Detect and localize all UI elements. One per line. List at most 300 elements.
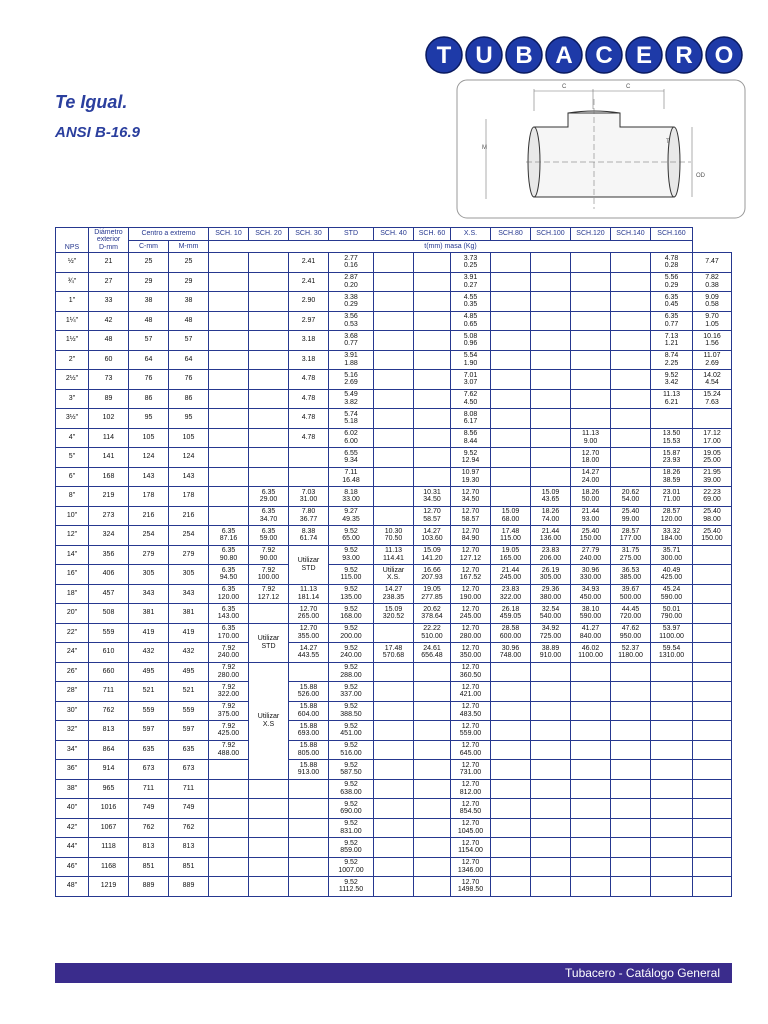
value-cell [611, 760, 651, 780]
value-cell [289, 779, 329, 799]
value-cell: 7.92 280.00 [209, 662, 249, 682]
logo-letter: T [436, 42, 452, 69]
value-cell [693, 565, 732, 585]
value-cell: 12.70 559.00 [451, 721, 491, 741]
value-cell [651, 740, 693, 760]
cell-od: 356 [89, 545, 129, 565]
value-cell: 41.27 840.00 [571, 623, 611, 643]
value-cell: 15.88 604.00 [289, 701, 329, 721]
value-cell [531, 701, 571, 721]
table-row [56, 818, 732, 838]
table-row [56, 701, 732, 721]
value-cell: 44.45 720.00 [611, 604, 651, 624]
dim-m: M [482, 145, 487, 151]
header-cmm: C-mm [129, 241, 169, 253]
value-cell [414, 350, 451, 370]
logo-letter: E [635, 42, 653, 69]
header-sch: X.S. [451, 228, 491, 241]
cell-cm: 279 [129, 545, 169, 565]
cell-mm: 432 [169, 643, 209, 663]
header-sch: SCH.120 [571, 228, 611, 241]
value-cell [374, 272, 414, 292]
value-cell [531, 721, 571, 741]
value-cell: 34.92 725.00 [531, 623, 571, 643]
value-cell: 12.70 360.50 [451, 662, 491, 682]
value-cell [249, 311, 289, 331]
value-cell: 12.70 1045.00 [451, 818, 491, 838]
table-row [56, 272, 732, 292]
value-cell: 4.78 [289, 389, 329, 409]
cell-np: 16" [56, 565, 89, 585]
value-cell [374, 253, 414, 273]
value-cell [611, 877, 651, 897]
value-cell: 52.37 1180.00 [611, 643, 651, 663]
cell-mm: 38 [169, 292, 209, 312]
value-cell [491, 272, 531, 292]
value-cell [531, 877, 571, 897]
value-cell: 12.70 265.00 [289, 604, 329, 624]
value-cell: 5.16 2.69 [329, 370, 374, 390]
value-cell [531, 799, 571, 819]
cell-np: 18" [56, 584, 89, 604]
logo-letter: C [595, 42, 613, 69]
value-cell: 9.52 3.42 [651, 370, 693, 390]
value-cell: 12.70 350.00 [451, 643, 491, 663]
value-cell: 7.92 322.00 [209, 682, 249, 702]
cell-cm: 86 [129, 389, 169, 409]
value-cell: 4.85 0.65 [451, 311, 491, 331]
dim-c-right: C [626, 84, 631, 90]
cell-cm: 64 [129, 350, 169, 370]
value-cell: 6.35 94.50 [209, 565, 249, 585]
value-cell [374, 701, 414, 721]
value-cell [491, 701, 531, 721]
value-cell: 21.44 93.00 [571, 506, 611, 526]
value-cell: 4.78 [289, 428, 329, 448]
value-cell [651, 662, 693, 682]
value-cell [414, 760, 451, 780]
cell-cm: 597 [129, 721, 169, 741]
value-cell [693, 701, 732, 721]
value-cell [491, 409, 531, 429]
value-cell: 10.31 34.50 [414, 487, 451, 507]
value-cell [249, 799, 289, 819]
cell-np: 24" [56, 643, 89, 663]
value-cell [693, 877, 732, 897]
cell-od: 914 [89, 760, 129, 780]
cell-od: 114 [89, 428, 129, 448]
value-cell [491, 877, 531, 897]
logo-letter: O [714, 42, 734, 69]
value-cell [209, 487, 249, 507]
value-cell [374, 467, 414, 487]
value-cell: 9.52 451.00 [329, 721, 374, 741]
value-cell: 12.70 167.52 [451, 565, 491, 585]
value-cell: 11.13 9.00 [571, 428, 611, 448]
value-cell: 23.83 322.00 [491, 584, 531, 604]
value-cell [249, 272, 289, 292]
value-cell: 30.96 748.00 [491, 643, 531, 663]
value-cell [571, 350, 611, 370]
header-sch: SCH.80 [491, 228, 531, 241]
value-cell: 9.52 240.00 [329, 643, 374, 663]
value-cell: 9.52 690.00 [329, 799, 374, 819]
table-row [56, 857, 732, 877]
value-cell: 7.92 100.00 [249, 565, 289, 585]
cell-od: 27 [89, 272, 129, 292]
value-cell [491, 253, 531, 273]
value-cell [531, 428, 571, 448]
cell-mm: 178 [169, 487, 209, 507]
value-cell [374, 428, 414, 448]
value-cell: 6.35 0.77 [651, 311, 693, 331]
value-cell [693, 409, 732, 429]
cell-od: 559 [89, 623, 129, 643]
value-cell [374, 682, 414, 702]
value-cell [414, 877, 451, 897]
value-cell: 9.52 288.00 [329, 662, 374, 682]
value-cell: 3.73 0.25 [451, 253, 491, 273]
value-cell: 47.62 950.00 [611, 623, 651, 643]
value-cell [209, 311, 249, 331]
cell-mm: 124 [169, 448, 209, 468]
table-row [56, 545, 732, 565]
value-cell: 11.13 6.21 [651, 389, 693, 409]
header-mmm: M-mm [169, 241, 209, 253]
value-cell: 14.27 103.60 [414, 526, 451, 546]
value-cell [693, 584, 732, 604]
value-cell: 7.01 3.07 [451, 370, 491, 390]
value-cell [374, 331, 414, 351]
value-cell [611, 701, 651, 721]
value-cell: 36.53 385.00 [611, 565, 651, 585]
value-cell: 3.56 0.53 [329, 311, 374, 331]
table-row [56, 565, 732, 585]
value-cell: 21.44 245.00 [491, 565, 531, 585]
value-cell: 10.97 19.30 [451, 467, 491, 487]
value-cell [209, 409, 249, 429]
value-cell: 35.71 300.00 [651, 545, 693, 565]
value-cell: 4.55 0.35 [451, 292, 491, 312]
value-cell: 4.78 [289, 409, 329, 429]
cell-cm: 105 [129, 428, 169, 448]
value-cell: 9.70 1.05 [693, 311, 732, 331]
value-cell: 38.89 910.00 [531, 643, 571, 663]
value-cell [249, 389, 289, 409]
value-cell [289, 662, 329, 682]
value-cell: 29.36 380.00 [531, 584, 571, 604]
value-cell: 2.87 0.20 [329, 272, 374, 292]
value-cell: 12.70 1346.00 [451, 857, 491, 877]
cell-cm: 178 [129, 487, 169, 507]
value-cell: 19.05 277.85 [414, 584, 451, 604]
value-cell: 25.40 150.00 [571, 526, 611, 546]
value-cell: 5.54 1.90 [451, 350, 491, 370]
cell-cm: 57 [129, 331, 169, 351]
value-cell [571, 331, 611, 351]
header-od-line3: D-mm [98, 243, 119, 251]
cell-od: 406 [89, 565, 129, 585]
value-cell [693, 818, 732, 838]
value-cell: 27.79 240.00 [571, 545, 611, 565]
value-cell [651, 838, 693, 858]
table-row [56, 292, 732, 312]
cell-np: 40" [56, 799, 89, 819]
cell-mm: 381 [169, 604, 209, 624]
value-cell: 15.09 141.20 [414, 545, 451, 565]
value-cell: 7.92 488.00 [209, 740, 249, 760]
value-cell: 3.18 [289, 350, 329, 370]
cell-od: 457 [89, 584, 129, 604]
cell-mm: 559 [169, 701, 209, 721]
value-cell [531, 818, 571, 838]
table-row [56, 877, 732, 897]
value-cell: 12.70 645.00 [451, 740, 491, 760]
value-cell [531, 779, 571, 799]
value-cell [571, 272, 611, 292]
value-cell [209, 838, 249, 858]
value-cell [611, 370, 651, 390]
cell-np: 38" [56, 779, 89, 799]
value-cell: 25.40 99.00 [611, 506, 651, 526]
cell-np: 3" [56, 389, 89, 409]
value-cell [414, 311, 451, 331]
value-cell [611, 662, 651, 682]
value-cell [491, 389, 531, 409]
cell-cm: 813 [129, 838, 169, 858]
cell-mm: 851 [169, 857, 209, 877]
cell-np: 12" [56, 526, 89, 546]
value-cell [209, 877, 249, 897]
cell-od: 42 [89, 311, 129, 331]
value-cell: 28.57 120.00 [651, 506, 693, 526]
cell-mm: 29 [169, 272, 209, 292]
value-cell: 9.52 859.00 [329, 838, 374, 858]
value-cell: 7.80 36.77 [289, 506, 329, 526]
value-cell [491, 428, 531, 448]
value-cell [693, 643, 732, 663]
value-cell [651, 857, 693, 877]
value-cell [571, 838, 611, 858]
cell-np: ¾" [56, 272, 89, 292]
cell-np: 36" [56, 760, 89, 780]
cell-od: 73 [89, 370, 129, 390]
cell-np: 1½" [56, 331, 89, 351]
value-cell [414, 409, 451, 429]
value-cell [571, 857, 611, 877]
value-cell: 7.13 1.21 [651, 331, 693, 351]
value-cell: 5.08 0.96 [451, 331, 491, 351]
value-cell: 15.88 913.00 [289, 760, 329, 780]
value-cell: 7.62 4.50 [451, 389, 491, 409]
value-cell [571, 409, 611, 429]
logo-letter: U [475, 42, 493, 69]
value-cell: 6.35 34.70 [249, 506, 289, 526]
value-cell [491, 760, 531, 780]
cell-np: 1¼" [56, 311, 89, 331]
table-row [56, 584, 732, 604]
value-cell: 14.27 238.35 [374, 584, 414, 604]
value-cell: 3.38 0.29 [329, 292, 374, 312]
value-cell: 9.52 12.94 [451, 448, 491, 468]
value-cell [611, 721, 651, 741]
value-cell [249, 370, 289, 390]
value-cell [651, 409, 693, 429]
value-cell [531, 740, 571, 760]
value-cell [249, 428, 289, 448]
value-cell: 9.52 1112.50 [329, 877, 374, 897]
value-cell [611, 857, 651, 877]
value-cell: 24.61 656.48 [414, 643, 451, 663]
table-row [56, 448, 732, 468]
value-cell [611, 428, 651, 448]
value-cell [491, 818, 531, 838]
cell-mm: 254 [169, 526, 209, 546]
value-cell: 12.70 18.00 [571, 448, 611, 468]
value-cell: 34.93 450.00 [571, 584, 611, 604]
value-cell [531, 253, 571, 273]
value-cell: 2.77 0.16 [329, 253, 374, 273]
cell-od: 33 [89, 292, 129, 312]
value-cell [651, 818, 693, 838]
value-cell: 5.56 0.29 [651, 272, 693, 292]
cell-cm: 635 [129, 740, 169, 760]
value-cell [693, 682, 732, 702]
note-use-std: Utilizar STD [289, 545, 329, 584]
value-cell [414, 838, 451, 858]
value-cell: 7.92 425.00 [209, 721, 249, 741]
value-cell [491, 331, 531, 351]
cell-mm: 64 [169, 350, 209, 370]
value-cell [374, 623, 414, 643]
value-cell: 59.54 1310.00 [651, 643, 693, 663]
value-cell: 18.26 38.59 [651, 467, 693, 487]
cell-np: 4" [56, 428, 89, 448]
table-row [56, 467, 732, 487]
value-cell [611, 331, 651, 351]
value-cell [414, 448, 451, 468]
value-cell [209, 779, 249, 799]
value-cell [611, 292, 651, 312]
value-cell [491, 311, 531, 331]
table-row [56, 682, 732, 702]
table-row [56, 838, 732, 858]
value-cell [249, 253, 289, 273]
value-cell: 15.24 7.63 [693, 389, 732, 409]
value-cell: 12.70 34.50 [451, 487, 491, 507]
value-cell [571, 721, 611, 741]
value-cell [571, 877, 611, 897]
value-cell [571, 292, 611, 312]
cell-cm: 124 [129, 448, 169, 468]
cell-np: 20" [56, 604, 89, 624]
value-cell: 11.07 2.69 [693, 350, 732, 370]
value-cell [414, 331, 451, 351]
value-cell: 6.35 170.00 [209, 623, 249, 643]
value-cell: 17.48 570.68 [374, 643, 414, 663]
value-cell [531, 389, 571, 409]
logo-letter: B [515, 42, 533, 69]
value-cell [693, 604, 732, 624]
cell-cm: 432 [129, 643, 169, 663]
value-cell [491, 838, 531, 858]
value-cell [571, 311, 611, 331]
header-sch: SCH. 60 [414, 228, 451, 241]
table-row [56, 389, 732, 409]
value-cell: 5.74 5.18 [329, 409, 374, 429]
value-cell [249, 857, 289, 877]
value-cell: 19.05 165.00 [491, 545, 531, 565]
value-cell [491, 467, 531, 487]
value-cell [374, 409, 414, 429]
value-cell [531, 760, 571, 780]
value-cell: 7.92 240.00 [209, 643, 249, 663]
value-cell [611, 818, 651, 838]
value-cell: 15.09 320.52 [374, 604, 414, 624]
value-cell [611, 779, 651, 799]
value-cell: 38.10 590.00 [571, 604, 611, 624]
header-sch: SCH. 10 [209, 228, 249, 241]
value-cell [209, 370, 249, 390]
value-cell [249, 818, 289, 838]
value-cell [611, 311, 651, 331]
value-cell [571, 389, 611, 409]
value-cell: 14.27 24.00 [571, 467, 611, 487]
value-cell [249, 331, 289, 351]
cell-od: 1067 [89, 818, 129, 838]
cell-cm: 48 [129, 311, 169, 331]
equal-tee-drawing [456, 79, 746, 219]
value-cell: 6.35 29.00 [249, 487, 289, 507]
header-center: Centro a extremo [129, 228, 209, 241]
cell-cm: 29 [129, 272, 169, 292]
cell-np: 44" [56, 838, 89, 858]
cell-od: 273 [89, 506, 129, 526]
cell-mm: 749 [169, 799, 209, 819]
value-cell [374, 838, 414, 858]
value-cell [571, 682, 611, 702]
value-cell [571, 740, 611, 760]
cell-cm: 305 [129, 565, 169, 585]
value-cell [491, 721, 531, 741]
value-cell: 2.97 [289, 311, 329, 331]
value-cell [249, 350, 289, 370]
value-cell: 39.67 500.00 [611, 584, 651, 604]
header-units: t(mm) masa (Kg) [209, 241, 693, 253]
value-cell [491, 799, 531, 819]
value-cell: 20.62 54.00 [611, 487, 651, 507]
value-cell: 7.47 [693, 253, 732, 273]
value-cell: 53.97 1100.00 [651, 623, 693, 643]
value-cell: 7.92 90.00 [249, 545, 289, 565]
value-cell: 14.27 443.55 [289, 643, 329, 663]
value-cell [209, 428, 249, 448]
value-cell: 22.22 510.00 [414, 623, 451, 643]
table-row [56, 311, 732, 331]
cell-cm: 25 [129, 253, 169, 273]
value-cell: 20.62 378.64 [414, 604, 451, 624]
table-row [56, 740, 732, 760]
value-cell [209, 272, 249, 292]
cell-mm: 597 [169, 721, 209, 741]
cell-np: 14" [56, 545, 89, 565]
value-cell [414, 389, 451, 409]
cell-mm: 673 [169, 760, 209, 780]
header-od-line1: Diámetro [94, 228, 123, 236]
note-use-xs: Utilizar X.S [249, 662, 289, 779]
value-cell [611, 838, 651, 858]
cell-od: 1016 [89, 799, 129, 819]
